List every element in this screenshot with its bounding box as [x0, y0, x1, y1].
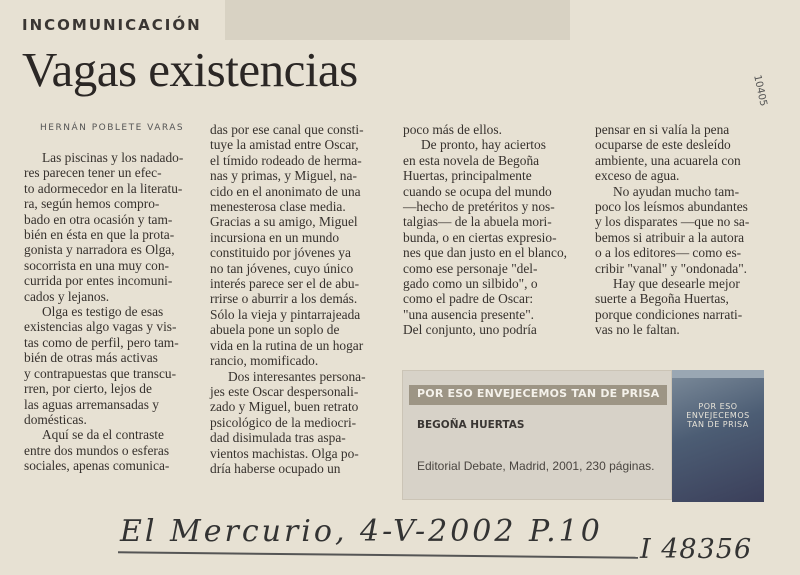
- handwritten-reference: I 48356: [640, 534, 753, 565]
- article-line: domésticas.: [24, 411, 87, 427]
- article-line: tas como de perfil, pero tam-: [24, 334, 179, 350]
- article-line: to adormecedor en la literatu-: [24, 180, 183, 196]
- article-line: sociales, apenas comunica-: [24, 458, 170, 474]
- article-line: cido en el anonimato de una: [210, 183, 361, 199]
- article-line: De pronto, hay aciertos: [421, 137, 546, 153]
- article-line: Hay que desearle mejor: [613, 276, 740, 292]
- article-line: bunda, o en ciertas expresio-: [403, 229, 557, 245]
- book-author: BEGOÑA HUERTAS: [417, 419, 525, 431]
- article-line: existencias algo vagas y vis-: [24, 319, 177, 335]
- article-line: incursiona en un mundo: [210, 229, 340, 245]
- article-line: constituido por jóvenes ya: [210, 245, 351, 261]
- article-line: talgias— de la abuela mori-: [403, 214, 552, 230]
- article-line: Las piscinas y los nadado-: [42, 150, 184, 165]
- article-line: menesterosa clase media.: [210, 199, 346, 215]
- article-line: rrirse o aburrir a los demás.: [210, 291, 358, 307]
- article-line: No ayudan mucho tam-: [613, 183, 740, 199]
- article-column-3: [403, 122, 583, 338]
- headline: Vagas existencias: [22, 42, 358, 97]
- article-line: Olga es testigo de esas: [42, 304, 164, 320]
- article-line: bién de otras más activas: [24, 350, 158, 366]
- article-line: bado en otra ocasión y tam-: [24, 211, 173, 227]
- article-line: vas no le faltan.: [595, 322, 680, 338]
- article-line: ambiente, una acuarela con: [595, 152, 741, 168]
- article-line: Dos interesantes persona-: [228, 368, 366, 384]
- article-line: vida en la rutina de un hogar: [210, 337, 364, 353]
- article-line: rren, por cierto, lejos de: [24, 381, 152, 397]
- article-line: psicológico de la mediocri-: [210, 414, 357, 430]
- article-line: suerte a Begoña Huertas,: [595, 291, 729, 307]
- article-line: o a los editores— como es-: [595, 245, 742, 261]
- section-kicker: INCOMUNICACIÓN: [22, 16, 202, 34]
- article-line: poco los leísmos abundantes: [595, 199, 748, 215]
- article-line: tuye la amistad entre Oscar,: [210, 137, 359, 153]
- article-line: como el padre de Oscar:: [403, 291, 534, 307]
- article-column-1: [24, 150, 194, 474]
- article-line: rancio, momificado.: [210, 353, 319, 369]
- article-line: en esta novela de Begoña: [403, 152, 540, 168]
- article-line: das por ese canal que consti-: [210, 122, 364, 137]
- faded-header-strip: [225, 0, 570, 40]
- article-line: el tímido rodeado de herma-: [210, 152, 362, 168]
- article-line: currida por entes incomuni-: [24, 273, 173, 289]
- byline: HERNÁN POBLETE VARAS: [40, 123, 185, 133]
- margin-handwritten-note: 10405: [751, 74, 769, 108]
- article-line: exceso de agua.: [595, 168, 680, 184]
- article-line: interés parece ser el de abu-: [210, 276, 360, 292]
- article-line: abuela pone un soplo de: [210, 322, 340, 338]
- article-line: porque condiciones narrati-: [595, 306, 743, 322]
- article-line: gado como un silbido", o: [403, 276, 538, 292]
- article-line: gonista y narradora es Olga,: [24, 242, 175, 258]
- article-line: Del conjunto, uno podría: [403, 322, 537, 338]
- handwritten-underline: [118, 551, 638, 558]
- article-line: jes este Oscar despersonali-: [210, 383, 359, 399]
- article-line: —hecho de pretéritos y nos-: [403, 199, 555, 215]
- article-line: Aquí se da el contraste: [42, 427, 164, 443]
- article-line: "una ausencia presente".: [403, 306, 535, 322]
- article-line: no tan jóvenes, cuyo único: [210, 260, 354, 276]
- article-line: Sólo la vieja y pintarrajeada: [210, 306, 361, 322]
- article-line: res parecen tener un efec-: [24, 165, 162, 181]
- article-line: poco más de ellos.: [403, 122, 502, 137]
- article-line: y contrapuestas que transcu-: [24, 365, 177, 381]
- article-line: zado y Miguel, buen retrato: [210, 399, 359, 415]
- book-cover-image: [672, 370, 764, 502]
- article-line: nas y primas, y Miguel, na-: [210, 168, 357, 184]
- article-line: y los disparates —que no sa-: [595, 214, 750, 230]
- article-line: socorrista en una muy con-: [24, 257, 170, 273]
- article-line: ra, según hemos compro-: [24, 196, 160, 212]
- article-line: las aguas arremansadas y: [24, 396, 159, 412]
- cover-title-text: POR ESO ENVEJECEMOS TAN DE PRISA: [686, 402, 750, 429]
- cover-stripe: [672, 370, 764, 378]
- article-line: bemos si atribuir a la autora: [595, 229, 745, 245]
- article-line: bién en ésta en que la prota-: [24, 227, 175, 243]
- article-line: entre dos mundos o esferas: [24, 442, 170, 458]
- article-line: Gracias a su amigo, Miguel: [210, 214, 358, 230]
- article-line: dad disimulada tras aspa-: [210, 430, 346, 446]
- article-line: cados y lejanos.: [24, 288, 110, 304]
- article-line: cribir "vanal" y "ondonada".: [595, 260, 748, 276]
- handwritten-source-date: El Mercurio, 4-V-2002 P.10: [120, 514, 603, 549]
- article-line: pensar en si valía la pena: [595, 122, 730, 137]
- article-line: nes que dan justo en el blanco,: [403, 245, 567, 261]
- article-line: dría haberse ocupado un: [210, 460, 341, 476]
- article-line: como ese personaje "del-: [403, 260, 538, 276]
- article-line: cuando se ocupa del mundo: [403, 183, 552, 199]
- article-line: Huertas, principalmente: [403, 168, 532, 184]
- book-publisher: Editorial Debate, Madrid, 2001, 230 páginas.: [417, 459, 655, 473]
- article-line: vientos machistas. Olga po-: [210, 445, 359, 461]
- article-column-2: [210, 122, 390, 476]
- article-column-4: [595, 122, 775, 338]
- book-title: POR ESO ENVEJECEMOS TAN DE PRISA: [417, 387, 660, 400]
- book-info-box: [402, 370, 672, 500]
- article-line: ocuparse de este desleído: [595, 137, 731, 153]
